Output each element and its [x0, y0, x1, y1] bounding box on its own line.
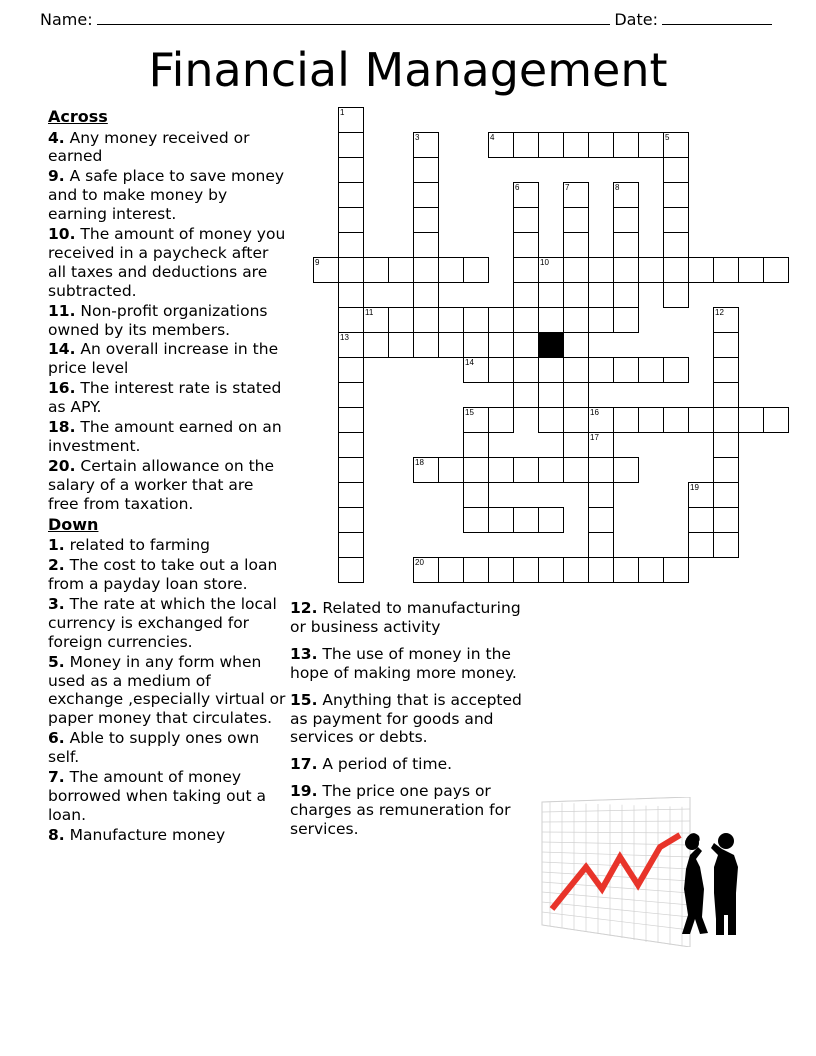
grid-cell[interactable]: [663, 207, 689, 233]
clue-column-left: [48, 107, 288, 846]
clue-item: [48, 768, 288, 825]
grid-cell[interactable]: [513, 332, 539, 358]
grid-cell[interactable]: [688, 407, 714, 433]
grid-cell[interactable]: [538, 457, 564, 483]
grid-cell[interactable]: [588, 482, 614, 508]
grid-cell-number: 20: [415, 558, 424, 567]
clue-item: [48, 379, 288, 417]
grid-cell-number: 18: [415, 458, 424, 467]
illustration-svg: [540, 797, 770, 947]
grid-cell-number: 16: [590, 408, 599, 417]
grid-cell[interactable]: [713, 257, 739, 283]
grid-cell[interactable]: [463, 332, 489, 358]
grid-cell[interactable]: [463, 357, 489, 383]
grid-cell[interactable]: [413, 232, 439, 258]
clue-number: 5.: [48, 652, 65, 671]
grid-cell[interactable]: [663, 157, 689, 183]
grid-cell[interactable]: [538, 507, 564, 533]
grid-cell[interactable]: [738, 257, 764, 283]
name-blank-line[interactable]: [97, 12, 611, 25]
clue-number: 14.: [48, 340, 76, 359]
grid-cell-number: 9: [315, 258, 320, 267]
grid-cell[interactable]: [488, 332, 514, 358]
grid-cell[interactable]: [313, 257, 339, 283]
grid-cell[interactable]: [663, 232, 689, 258]
grid-cell[interactable]: [488, 457, 514, 483]
grid-cell-number: 5: [665, 133, 670, 142]
grid-cell[interactable]: [513, 382, 539, 408]
grid-cell[interactable]: [663, 282, 689, 308]
grid-cell[interactable]: [713, 332, 739, 358]
grid-cell[interactable]: [538, 307, 564, 333]
people-silhouettes: [682, 833, 738, 935]
clue-number: 4.: [48, 128, 65, 147]
grid-cell[interactable]: [613, 307, 639, 333]
grid-cell-number: 12: [715, 308, 724, 317]
grid-cell[interactable]: [413, 332, 439, 358]
grid-cell[interactable]: [488, 307, 514, 333]
grid-cell[interactable]: [338, 432, 364, 458]
grid-cell[interactable]: [763, 257, 789, 283]
grid-cell[interactable]: [663, 557, 689, 583]
grid-cell[interactable]: [413, 132, 439, 158]
grid-cell[interactable]: [513, 282, 539, 308]
name-date-row: [40, 8, 776, 29]
grid-cell[interactable]: [588, 507, 614, 533]
grid-cell[interactable]: [413, 457, 439, 483]
clue-text: The amount earned on an investment.: [48, 418, 282, 456]
clue-item: [48, 595, 288, 652]
grid-cell[interactable]: [438, 307, 464, 333]
grid-cell[interactable]: [588, 132, 614, 158]
grid-cell[interactable]: [413, 557, 439, 583]
grid-cell[interactable]: [338, 232, 364, 258]
grid-cell[interactable]: [513, 182, 539, 208]
grid-cell[interactable]: [338, 407, 364, 433]
grid-cell[interactable]: [463, 557, 489, 583]
grid-cell[interactable]: [463, 307, 489, 333]
clue-item: [48, 302, 288, 340]
clue-number: 20.: [48, 456, 76, 475]
grid-cell[interactable]: [338, 507, 364, 533]
clue-item: [48, 457, 288, 514]
grid-cell[interactable]: [713, 482, 739, 508]
clue-item: [48, 653, 288, 729]
grid-cell-number: 3: [415, 133, 420, 142]
grid-cell[interactable]: [713, 507, 739, 533]
clue-number: 10.: [48, 225, 76, 244]
clue-item: [48, 418, 288, 456]
clue-text: Able to supply ones own self.: [48, 729, 260, 767]
grid-cell[interactable]: [613, 357, 639, 383]
clue-number: 15.: [290, 690, 318, 709]
grid-cell[interactable]: [563, 232, 589, 258]
clue-number: 16.: [48, 379, 76, 398]
clue-text: The amount of money you received in a paycheck after all taxes and deductions are subtracted.: [48, 225, 286, 300]
grid-cell[interactable]: [413, 282, 439, 308]
grid-cell[interactable]: [463, 407, 489, 433]
grid-cell-number: 19: [690, 483, 699, 492]
grid-cell[interactable]: [688, 482, 714, 508]
grid-cell[interactable]: [563, 457, 589, 483]
grid-cell[interactable]: [338, 457, 364, 483]
grid-cell[interactable]: [613, 232, 639, 258]
clue-text: Money in any form when used as a medium of exchange ,especially virtual or paper money that circulates.: [48, 652, 286, 728]
grid-cell[interactable]: [513, 132, 539, 158]
clue-text: Related to manufacturing or business activity: [290, 599, 521, 636]
clue-item: [48, 167, 288, 224]
clue-number: 6.: [48, 729, 65, 748]
grid-cell[interactable]: [563, 257, 589, 283]
grid-cell[interactable]: [613, 207, 639, 233]
grid-cell[interactable]: [463, 257, 489, 283]
grid-cell[interactable]: [613, 557, 639, 583]
clue-item: [48, 536, 288, 555]
clue-number: 17.: [290, 755, 318, 774]
grid-cell[interactable]: [538, 132, 564, 158]
clue-column-right: [290, 599, 528, 847]
grid-cell[interactable]: [688, 257, 714, 283]
clue-number: 12.: [290, 599, 318, 617]
grid-cell[interactable]: [613, 182, 639, 208]
across-heading: Across: [48, 107, 108, 126]
clue-item: [48, 729, 288, 767]
grid-cell[interactable]: [413, 257, 439, 283]
grid-cell[interactable]: [388, 307, 414, 333]
clue-text: The price one pays or charges as remuneration for services.: [290, 782, 511, 839]
grid-cell[interactable]: [488, 132, 514, 158]
grid-cell[interactable]: [713, 382, 739, 408]
grid-cell[interactable]: [513, 357, 539, 383]
grid-cell[interactable]: [613, 257, 639, 283]
page-title: Financial Management: [148, 43, 668, 97]
clue-text: Manufacture money: [69, 825, 226, 844]
clue-item: [290, 691, 528, 748]
grid-cell[interactable]: [538, 357, 564, 383]
grid-cell[interactable]: [338, 107, 364, 133]
grid-cell[interactable]: [588, 557, 614, 583]
grid-cell[interactable]: [513, 307, 539, 333]
grid-cell[interactable]: [663, 407, 689, 433]
grid-cell[interactable]: [588, 532, 614, 558]
grid-cell[interactable]: [713, 457, 739, 483]
grid-cell[interactable]: [338, 557, 364, 583]
grid-cell[interactable]: [563, 307, 589, 333]
grid-cell[interactable]: [563, 407, 589, 433]
grid-cell[interactable]: [638, 257, 664, 283]
grid-cell[interactable]: [463, 457, 489, 483]
grid-cell[interactable]: [713, 357, 739, 383]
grid-cell[interactable]: [413, 207, 439, 233]
grid-cell[interactable]: [513, 207, 539, 233]
clue-text: Certain allowance on the salary of a worker that are free from taxation.: [48, 456, 275, 513]
grid-cell[interactable]: [513, 507, 539, 533]
grid-cell[interactable]: [413, 182, 439, 208]
clue-text: related to farming: [69, 536, 210, 555]
grid-cell[interactable]: [538, 407, 564, 433]
grid-cell[interactable]: [663, 357, 689, 383]
grid-cell[interactable]: [338, 307, 364, 333]
grid-cell[interactable]: [638, 132, 664, 158]
grid-cell[interactable]: [563, 207, 589, 233]
clue-item: [48, 129, 288, 167]
clue-number: 18.: [48, 418, 76, 437]
grid-cell[interactable]: [613, 457, 639, 483]
clue-text: The rate at which the local currency is exchanged for foreign currencies.: [48, 594, 277, 651]
grid-cell-number: 7: [565, 183, 570, 192]
grid-cell-number: 4: [490, 133, 495, 142]
grid-cell[interactable]: [588, 357, 614, 383]
grid-cell[interactable]: [488, 357, 514, 383]
clue-text: Any money received or earned: [48, 128, 250, 166]
down-heading: Down: [48, 514, 99, 534]
clue-text: The interest rate is stated as APY.: [48, 379, 282, 417]
grid-backdrop: [542, 797, 690, 947]
name-label: Name:: [40, 10, 93, 29]
grid-cell[interactable]: [563, 332, 589, 358]
clue-item: [48, 826, 288, 845]
grid-cell[interactable]: [613, 282, 639, 308]
clue-number: 3.: [48, 594, 65, 613]
clue-item: [48, 340, 288, 378]
grid-cell[interactable]: [513, 257, 539, 283]
grid-cell[interactable]: [663, 257, 689, 283]
grid-cell[interactable]: [538, 557, 564, 583]
grid-cell[interactable]: [388, 257, 414, 283]
grid-cell[interactable]: [338, 282, 364, 308]
grid-cell[interactable]: [413, 157, 439, 183]
grid-cell-number: 15: [465, 408, 474, 417]
grid-cell[interactable]: [513, 557, 539, 583]
clue-number: 9.: [48, 167, 65, 186]
clue-item: [48, 556, 288, 594]
crossword-grid[interactable]: [312, 107, 772, 607]
grid-cell[interactable]: [663, 182, 689, 208]
grid-cell[interactable]: [638, 357, 664, 383]
grid-cell[interactable]: [563, 382, 589, 408]
clue-item: [48, 225, 288, 301]
grid-cell-number: 6: [515, 183, 520, 192]
grid-cell[interactable]: [538, 257, 564, 283]
grid-cell[interactable]: [513, 232, 539, 258]
grid-cell[interactable]: [338, 157, 364, 183]
grid-cell[interactable]: [338, 482, 364, 508]
grid-cell-number: 14: [465, 358, 474, 367]
grid-cell[interactable]: [713, 307, 739, 333]
clue-item: [290, 782, 528, 839]
clue-text: A period of time.: [322, 755, 453, 774]
grid-block: [538, 332, 564, 358]
grid-cell[interactable]: [338, 532, 364, 558]
clue-item: [290, 755, 528, 774]
grid-cell[interactable]: [713, 407, 739, 433]
grid-cell[interactable]: [563, 282, 589, 308]
grid-cell[interactable]: [588, 407, 614, 433]
grid-cell[interactable]: [763, 407, 789, 433]
grid-cell[interactable]: [488, 407, 514, 433]
grid-cell[interactable]: [613, 132, 639, 158]
grid-cell[interactable]: [613, 407, 639, 433]
grid-cell[interactable]: [738, 407, 764, 433]
grid-cell[interactable]: [438, 457, 464, 483]
clue-number: 8.: [48, 825, 65, 844]
grid-cell[interactable]: [338, 132, 364, 158]
clue-item: [290, 645, 528, 683]
business-chart-illustration: [540, 797, 770, 947]
grid-cell[interactable]: [338, 257, 364, 283]
grid-cell[interactable]: [338, 207, 364, 233]
clue-number: 7.: [48, 768, 65, 787]
grid-cell[interactable]: [588, 457, 614, 483]
clue-text: Anything that is accepted as payment for goods and services or debts.: [290, 690, 522, 747]
grid-cell[interactable]: [338, 182, 364, 208]
grid-cell[interactable]: [563, 182, 589, 208]
grid-cell[interactable]: [488, 557, 514, 583]
grid-cell[interactable]: [513, 457, 539, 483]
grid-cell[interactable]: [363, 257, 389, 283]
grid-cell[interactable]: [638, 557, 664, 583]
grid-cell[interactable]: [688, 532, 714, 558]
grid-cell-number: 13: [340, 333, 349, 342]
clue-text: The cost to take out a loan from a payday loan store.: [48, 556, 278, 593]
grid-cell-number: 10: [540, 258, 549, 267]
clue-number: 19.: [290, 782, 318, 801]
grid-cell[interactable]: [563, 432, 589, 458]
grid-cell[interactable]: [463, 432, 489, 458]
grid-cell[interactable]: [363, 332, 389, 358]
clue-text: The use of money in the hope of making more money.: [290, 644, 517, 682]
grid-cell[interactable]: [713, 432, 739, 458]
grid-cell[interactable]: [438, 257, 464, 283]
date-blank-line[interactable]: [662, 12, 772, 25]
grid-cell[interactable]: [438, 332, 464, 358]
clue-number: 2.: [48, 556, 65, 575]
clue-number: 1.: [48, 536, 65, 555]
grid-cell[interactable]: [713, 532, 739, 558]
grid-cell[interactable]: [463, 482, 489, 508]
clue-text: The amount of money borrowed when taking out a loan.: [48, 768, 266, 824]
grid-cell[interactable]: [413, 307, 439, 333]
grid-cell[interactable]: [463, 507, 489, 533]
grid-cell[interactable]: [363, 307, 389, 333]
grid-cell[interactable]: [563, 557, 589, 583]
date-label: Date:: [614, 10, 658, 29]
grid-cell[interactable]: [638, 407, 664, 433]
grid-cell[interactable]: [338, 332, 364, 358]
clue-text: An overall increase in the price level: [48, 340, 279, 378]
grid-cell[interactable]: [338, 357, 364, 383]
clue-number: 13.: [290, 644, 318, 663]
clue-text: A safe place to save money and to make money by earning interest.: [48, 167, 285, 224]
grid-cell[interactable]: [563, 357, 589, 383]
grid-cell[interactable]: [588, 257, 614, 283]
grid-cell[interactable]: [688, 507, 714, 533]
grid-cell-number: 8: [615, 183, 620, 192]
grid-cell-number: 11: [365, 308, 374, 317]
grid-cell-number: 1: [340, 108, 345, 117]
grid-cell[interactable]: [588, 307, 614, 333]
clue-text: Non-profit organizations owned by its members.: [48, 301, 268, 339]
grid-cell[interactable]: [563, 132, 589, 158]
grid-cell[interactable]: [438, 557, 464, 583]
grid-cell[interactable]: [338, 382, 364, 408]
grid-cell[interactable]: [588, 432, 614, 458]
grid-cell[interactable]: [488, 507, 514, 533]
clue-number: 11.: [48, 301, 76, 320]
grid-cell[interactable]: [388, 332, 414, 358]
grid-cell[interactable]: [663, 132, 689, 158]
grid-cell-number: 17: [590, 433, 599, 442]
